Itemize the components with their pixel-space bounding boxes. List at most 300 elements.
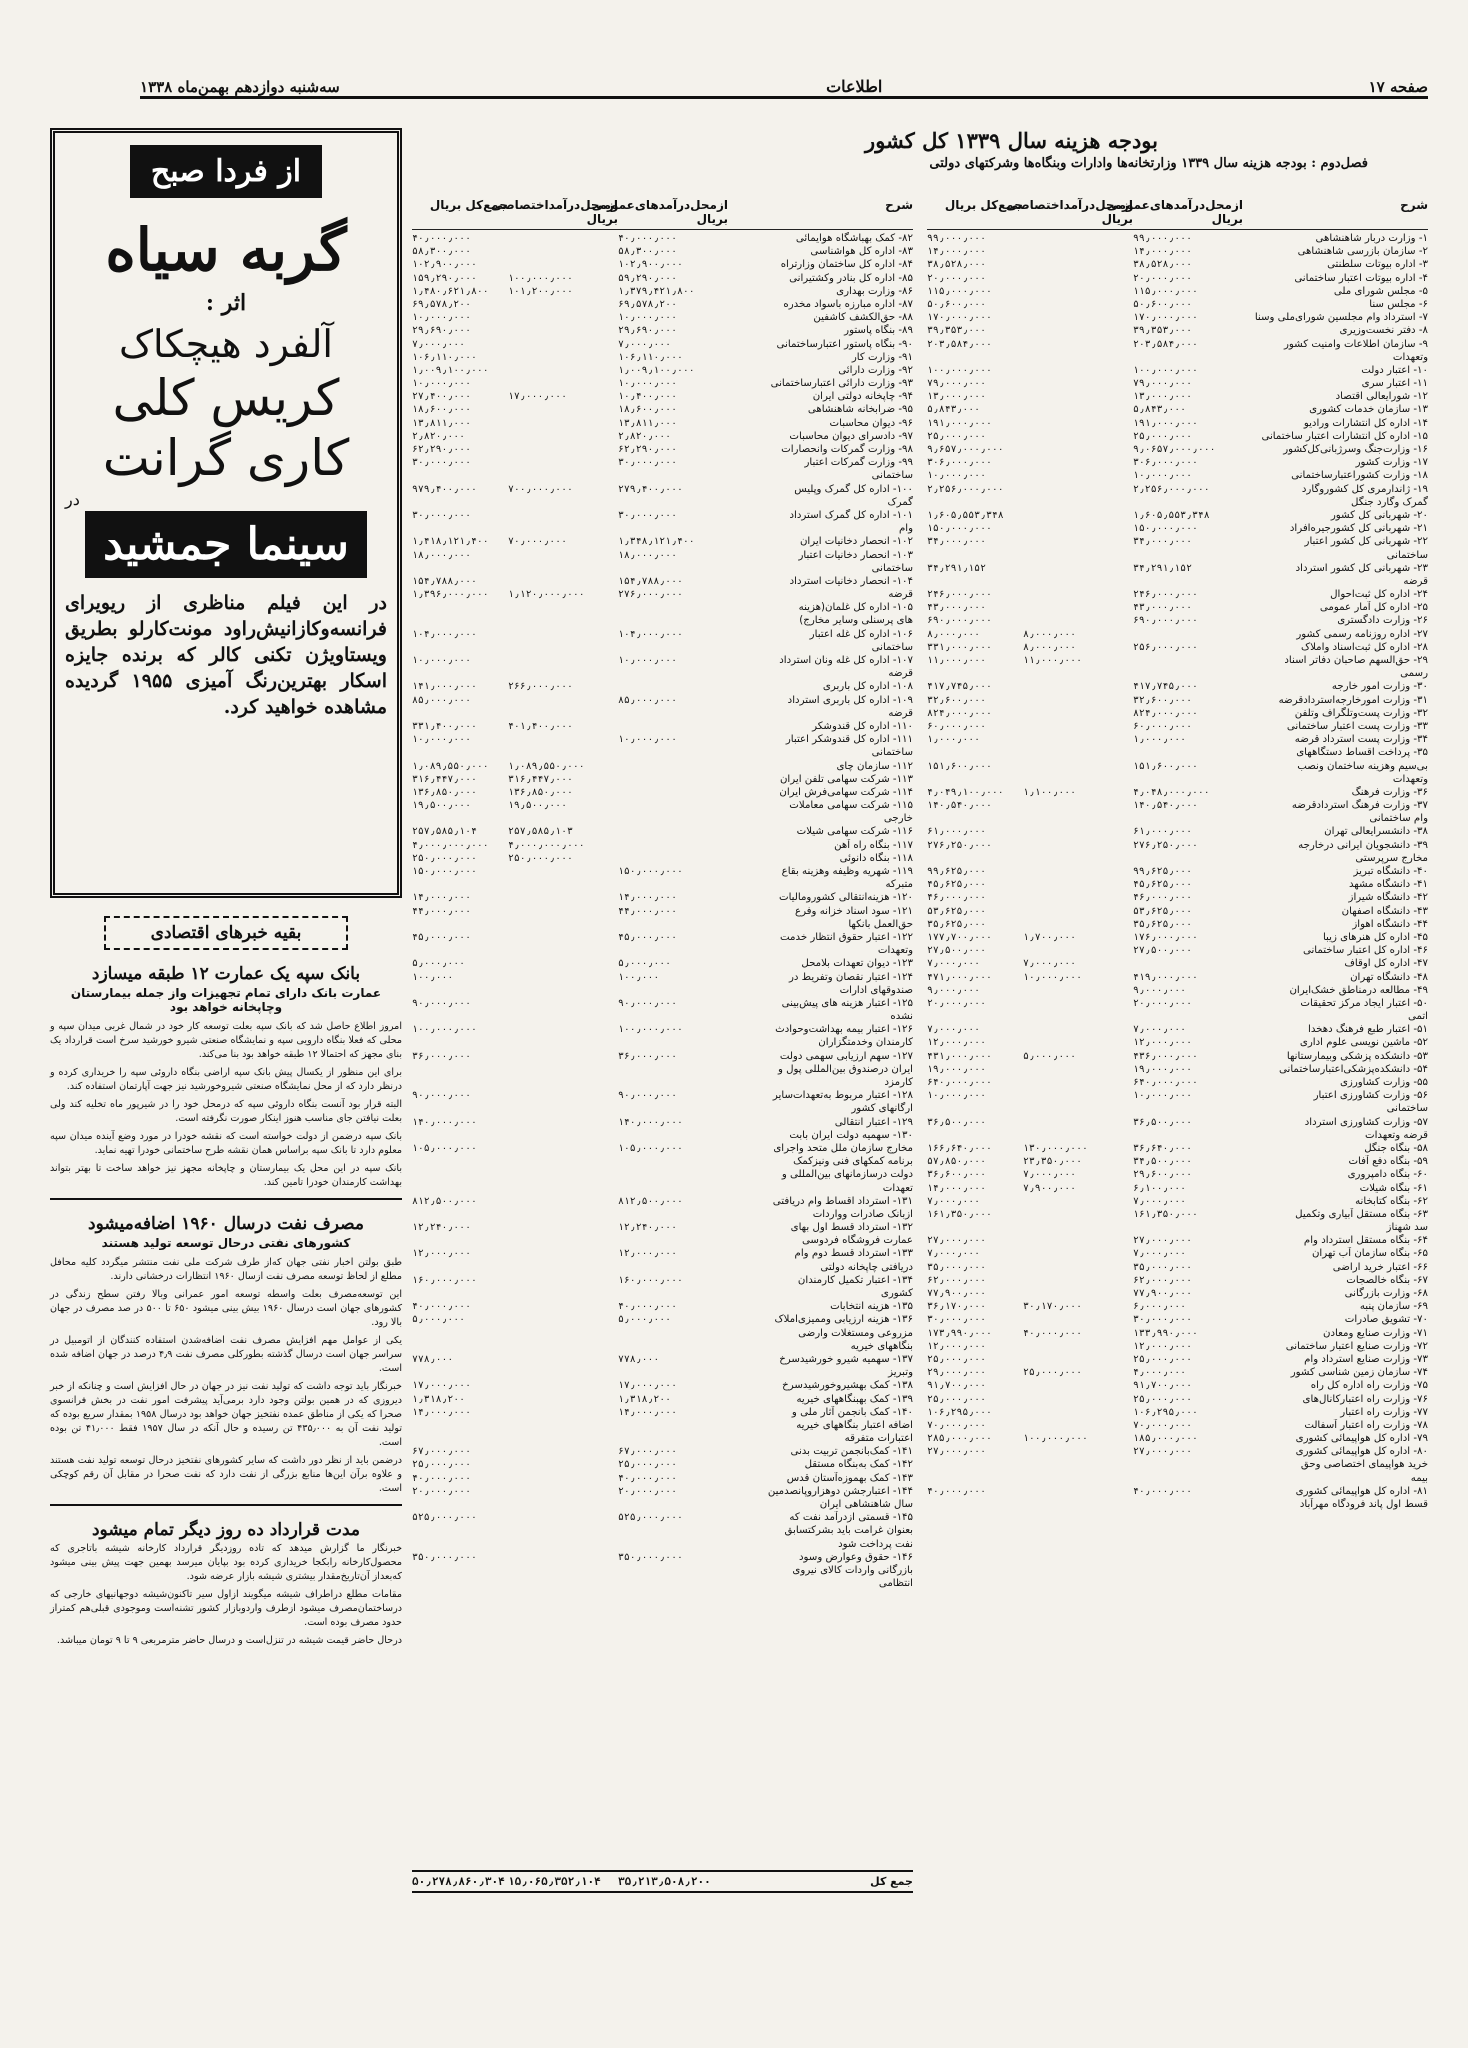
row-total: ۲۵٫۰۰۰٫۰۰۰ [927, 1353, 986, 1365]
row-total [927, 575, 1023, 588]
row-desc: ۴۵- اداره کل هنرهای زیبا [1322, 931, 1428, 943]
row-general: ۴۰٫۰۰۰٫۰۰۰ [618, 1472, 677, 1484]
budget-row [412, 1538, 913, 1551]
film-title: گربه سیاه [105, 216, 347, 284]
row-general: ۴۰٫۰۰۰٫۰۰۰ [1133, 1485, 1192, 1497]
row-general [1133, 667, 1243, 680]
row-total: ۶۲٫۲۹۰٫۰۰۰ [412, 444, 471, 455]
row-special: ۴۰٫۰۰۰٫۰۰۰ [1023, 1327, 1082, 1339]
row-total: ۱۲٫۰۰۰٫۰۰۰ [927, 1340, 986, 1352]
row-desc: ۵۹- بنگاه دفع آفات [1348, 1156, 1428, 1168]
budget-row [412, 997, 913, 1010]
budget-row [927, 364, 1428, 377]
row-total: ۸۲۴٫۰۰۰٫۰۰۰ [927, 707, 992, 719]
budget-title: بودجه هزینه سال ۱۳۳۹ کل کشور [865, 128, 1158, 153]
row-special [508, 1485, 618, 1498]
row-special [508, 338, 618, 351]
article-paragraph: بانک سپه درضمن از دولت خواسته است که نقشه خودرا در مورد وضع آینده میدان سپه معلوم دارد تا بانک سپه براساس همان نقشه طرح ساختمانی خودرا تهیه نماید. [50, 1131, 402, 1156]
row-special [508, 1445, 618, 1458]
budget-row [927, 324, 1428, 337]
row-total: ۱۴٫۰۰۰٫۰۰۰ [412, 1406, 471, 1418]
row-special [1023, 601, 1133, 614]
row-desc: ۱۴۵- قسمتی ازدرآمد نفت که [789, 1512, 913, 1524]
row-special [508, 878, 618, 891]
article-headline: مصرف نفت درسال ۱۹۶۰ اضافه‌میشود [88, 1214, 364, 1234]
row-total [412, 1524, 508, 1537]
budget-row [412, 1577, 913, 1590]
row-total: ۴۳۱٫۰۰۰٫۰۰۰ [927, 1050, 992, 1062]
row-general [1133, 1221, 1243, 1234]
row-desc: ۵۸- بنگاه جنگل [1364, 1142, 1428, 1154]
budget-row [412, 1182, 913, 1195]
row-desc: ۲۲- شهربانی کل کشور اعتبار [1304, 536, 1428, 548]
budget-row [412, 944, 913, 957]
budget-row [412, 733, 913, 746]
budget-row [412, 1485, 913, 1498]
budget-row [412, 549, 913, 562]
budget-row [412, 1472, 913, 1485]
row-general: ۵٫۰۰۰٫۰۰۰ [618, 1314, 672, 1326]
row-desc: ۹۴- چاپخانه دولتی ایران [812, 391, 913, 403]
budget-row [412, 443, 913, 456]
budget-row [412, 535, 913, 548]
row-general: ۱۳۳٫۹۹۰٫۰۰۰ [1133, 1327, 1198, 1339]
row-desc: ۱۲۵- اعتبار هزینه های پیش‌بینی [781, 997, 913, 1009]
row-total: ۱۴۰٫۵۴۰٫۰۰۰ [927, 800, 992, 812]
row-general: ۱٫۶۰۵٫۵۵۳٫۳۴۸ [1133, 509, 1210, 521]
row-special [508, 1076, 618, 1089]
row-special [1023, 1036, 1133, 1049]
row-total: ۳۴٫۰۰۰٫۰۰۰ [927, 536, 986, 548]
budget-row [927, 1458, 1428, 1471]
row-special [508, 1313, 618, 1326]
row-special [1023, 852, 1133, 865]
row-desc: مخارج سازمان ملل متحد واجرای [773, 1142, 913, 1154]
row-special [1023, 403, 1133, 416]
row-total: ۲٫۲۵۶٫۰۰۰٫۰۰۰ [927, 483, 1004, 495]
row-general [618, 614, 728, 627]
row-total: ۲۰۳٫۵۸۴٫۰۰۰ [927, 338, 992, 350]
row-general [618, 1327, 728, 1340]
row-total: ۲۷۶٫۲۵۰٫۰۰۰ [927, 839, 992, 851]
row-special: ۷٫۰۰۰٫۰۰۰ [1023, 958, 1077, 970]
header-special: ازمحل‌درآمداختصاصی بریال [1005, 198, 1133, 226]
row-general: ۷٫۰۰۰٫۰۰۰ [618, 338, 672, 350]
row-total [412, 1261, 508, 1274]
row-total: ۵۳٫۶۲۵٫۰۰۰ [927, 905, 986, 917]
row-general: ۳۲٫۶۰۰٫۰۰۰ [1133, 694, 1192, 706]
row-special [508, 1116, 618, 1129]
article-headline: بانک سپه یک عمارت ۱۲ طبقه میسازد [91, 964, 361, 984]
budget-row [927, 1327, 1428, 1340]
budget-row [927, 1274, 1428, 1287]
cast-2: کاری گرانت [102, 429, 350, 487]
row-desc: ۷۵- وزارت راه اداره کل راه [1310, 1380, 1428, 1392]
row-total: ۶۴۰٫۰۰۰٫۰۰۰ [927, 1077, 992, 1088]
row-general [618, 707, 728, 720]
row-total: ۱۲٫۰۰۰٫۰۰۰ [412, 1248, 471, 1260]
budget-subtitle: فصل‌دوم : بودجه هزینه سال ۱۳۳۹ وزارتخانه‌ها وادارات وبنگاه‌ها وشرکتهای دولتی [929, 156, 1368, 171]
row-desc: ۱۰۴- انحصار دخانیات استرداد [789, 575, 913, 587]
row-total: ۹۹٫۰۰۰٫۰۰۰ [927, 233, 986, 244]
article-paragraph: امروز اطلاع حاصل شد که بانک سپه بعلت توسعه کار خود در شمال غربی میدان سپه و محلی که فعلا بنگاه دارویی سپه و نمایشگاه صنعتی شیرو خورشید سرخ است قرارداد یک بنای مجهز که احتمالا ۱۲ طبقه خواهد بود بنا می‌کند. [50, 1021, 402, 1060]
row-general: ۳۵٫۶۲۵٫۰۰۰ [1133, 918, 1192, 930]
row-special [1023, 1102, 1133, 1115]
row-special: ۱۷٫۰۰۰٫۰۰۰ [508, 391, 567, 403]
row-special [1023, 588, 1133, 601]
row-special: ۷٫۰۰۰٫۰۰۰ [1023, 1169, 1077, 1181]
row-general: ۶۹۰٫۰۰۰٫۰۰۰ [1133, 615, 1198, 627]
row-desc: صندوقهای ادارات [839, 984, 913, 996]
row-desc: اتمی [1407, 1011, 1428, 1023]
budget-row [412, 1221, 913, 1234]
row-total [412, 812, 508, 825]
row-desc: ۳۷- وزارت فرهنگ استردادقرضه [1291, 800, 1428, 812]
row-general: ۲۷٫۰۰۰٫۰۰۰ [1133, 1446, 1192, 1458]
budget-row [412, 285, 913, 298]
row-desc: ۱۲۶- اعتبار بیمه بهداشت‌وحوادث [775, 1024, 913, 1036]
row-total [412, 522, 508, 535]
row-total: ۲۰٫۰۰۰٫۰۰۰ [927, 272, 986, 284]
row-desc: ساختمانی [1386, 549, 1428, 561]
row-general [618, 944, 728, 957]
budget-row [412, 232, 913, 245]
row-general [618, 562, 728, 575]
cast-1: کریس کلی [112, 369, 340, 427]
row-desc: ۱۰۲- انحصار دخانیات ایران [799, 536, 913, 548]
row-desc: بنگاههای خیریه [850, 1340, 913, 1352]
budget-row [927, 1221, 1428, 1234]
row-general [618, 1419, 728, 1432]
budget-row [927, 957, 1428, 970]
article-paragraph: بانک سپه در این محل یک بیمارستان و چاپخانه مجهز نیز خواهد ساخت تا بهتر بتواند بهداشت کارمندان خودرا تامین کند. [50, 1163, 402, 1188]
row-general: ۶۷٫۰۰۰٫۰۰۰ [618, 1446, 677, 1458]
row-desc: ساختمانی [871, 641, 913, 653]
row-desc: وتعهدات [877, 945, 913, 957]
row-general: ۷۹٫۰۰۰٫۰۰۰ [1133, 378, 1192, 390]
row-general: ۱۰۰٫۰۰۰٫۰۰۰ [1133, 364, 1198, 376]
row-total [412, 1419, 508, 1432]
budget-row [927, 377, 1428, 390]
row-desc: ۱۰- اعتبار دولت [1361, 364, 1428, 376]
row-general: ۹۰٫۰۰۰٫۰۰۰ [618, 997, 677, 1009]
row-total [412, 1498, 508, 1511]
budget-row [412, 825, 913, 838]
row-desc: ۵۱- اعتبار طبع فرهنگ دهخدا [1308, 1024, 1428, 1036]
row-general: ۱۰٫۰۰۰٫۰۰۰ [618, 734, 677, 746]
row-desc: ۹۸- وزارت گمرکات وانحصارات [781, 444, 913, 455]
row-desc: ۷۷- وزارت راه اعتبار [1340, 1406, 1428, 1418]
budget-row [412, 417, 913, 430]
row-special: ۸٫۰۰۰٫۰۰۰ [1023, 628, 1077, 640]
row-general: ۱۲٫۰۰۰٫۰۰۰ [1133, 1037, 1192, 1049]
row-total: ۱۷۷٫۷۰۰٫۰۰۰ [927, 931, 992, 943]
row-desc: کشوری [880, 1288, 913, 1299]
row-total [927, 351, 1023, 364]
row-desc: ۴۲- دانشگاه شیراز [1348, 892, 1428, 904]
row-desc: ۶۵- بنگاه سازمان آب تهران [1311, 1248, 1428, 1260]
row-special [508, 1168, 618, 1181]
row-general [618, 760, 728, 773]
row-desc: ساختمانی [871, 562, 913, 574]
row-total: ۹۰٫۰۰۰٫۰۰۰ [412, 1090, 471, 1102]
row-total: ۲۷٫۰۰۰٫۰۰۰ [927, 1446, 986, 1458]
row-total: ۳۰۶٫۰۰۰٫۰۰۰ [927, 457, 992, 469]
row-general: ۱۴٫۰۰۰٫۰۰۰ [1133, 246, 1192, 258]
row-total: ۴۴٫۰۰۰٫۰۰۰ [412, 905, 471, 917]
row-general: ۱۰٫۰۰۰٫۰۰۰ [618, 655, 677, 666]
row-general: ۱۷٫۰۰۰٫۰۰۰ [618, 1380, 677, 1392]
budget-row [412, 773, 913, 786]
article-headline: مدت قرارداد ده روز دیگر تمام میشود [91, 1520, 361, 1540]
budget-row [927, 1195, 1428, 1208]
budget-row [927, 905, 1428, 918]
row-total: ۱۱۵٫۰۰۰٫۰۰۰ [927, 285, 992, 297]
row-total: ۱۵۹٫۲۹۰٫۰۰۰ [412, 272, 477, 284]
row-total: ۳۴٫۲۹۱٫۱۵۲ [927, 562, 986, 574]
article-paragraph: یکی از عوامل مهم افزایش مصرف نفت اضافه‌شدن استفاده کنندگان از اتومبیل در سراسر جهان است درسال گذشته بطورکلی مصرف نفت ۴٫۹ درصد در جهان اضافه شده است. [50, 1335, 402, 1374]
row-general: ۴۱۷٫۷۴۵٫۰۰۰ [1133, 681, 1198, 693]
row-special [1023, 1221, 1133, 1234]
row-desc: ۶۰- بنگاه دامپروری [1347, 1169, 1428, 1181]
row-special [1023, 377, 1133, 390]
budget-row [927, 812, 1428, 825]
row-total [927, 852, 1023, 865]
row-total: ۳۵٫۶۲۵٫۰۰۰ [927, 918, 986, 930]
row-desc: ۱۱۶- شرکت سهامی شیلات [796, 826, 913, 838]
row-general [618, 1010, 728, 1023]
row-general: ۳۹٫۳۵۳٫۰۰۰ [1133, 325, 1192, 337]
row-total [927, 746, 1023, 759]
row-general: ۹۱٫۷۰۰٫۰۰۰ [1133, 1380, 1192, 1392]
row-total [412, 469, 508, 482]
row-special [508, 667, 618, 680]
row-special [508, 1300, 618, 1313]
row-general: ۹٫۰۰۰٫۰۰۰ [1133, 984, 1187, 996]
row-special [508, 575, 618, 588]
row-special [508, 641, 618, 654]
budget-row [412, 1564, 913, 1577]
row-special [508, 430, 618, 443]
row-general: ۱۳٫۰۰۰٫۰۰۰ [1133, 391, 1192, 403]
row-general: ۱۸٫۶۰۰٫۰۰۰ [618, 404, 677, 416]
row-desc: ۱۲۴- اعتبار نقصان وتفریط در [788, 971, 913, 983]
budget-row [412, 1076, 913, 1089]
row-desc: ۱۵- اداره کل انتشارات اعتبار ساختمانی [1261, 430, 1428, 442]
row-special [508, 522, 618, 535]
budget-row [412, 496, 913, 509]
row-desc: ۷۶- وزارت راه اعتبارکانال‌های [1302, 1393, 1428, 1405]
row-special [1023, 443, 1133, 456]
budget-row [412, 509, 913, 522]
row-general: ۹٫۰۶۵۷٫۰۰۰٫۰۰۰ [1133, 444, 1216, 455]
row-total: ۴۵٫۰۰۰٫۰۰۰ [412, 931, 471, 943]
row-general: ۷۷۸٫۰۰۰ [618, 1353, 660, 1365]
row-special [1023, 1379, 1133, 1392]
budget-row [412, 1432, 913, 1445]
row-total: ۱۰۰٫۰۰۰ [412, 971, 454, 983]
row-general: ۱۰٫۰۰۰٫۰۰۰ [1133, 470, 1192, 482]
row-total: ۲۸۵٫۰۰۰٫۰۰۰ [927, 1433, 992, 1445]
row-general: ۷٫۰۰۰٫۰۰۰ [1133, 1248, 1187, 1260]
row-total: ۱۰٫۰۰۰٫۰۰۰ [412, 378, 471, 390]
row-special [1023, 562, 1133, 575]
row-desc: ۵- مجلس شورای ملی [1333, 285, 1428, 297]
budget-row [927, 601, 1428, 614]
row-total: ۳۶٫۶۰۰٫۰۰۰ [927, 1169, 986, 1181]
budget-row [927, 1472, 1428, 1485]
row-total: ۶۰٫۰۰۰٫۰۰۰ [927, 720, 986, 732]
row-total: ۹۰٫۰۰۰٫۰۰۰ [412, 997, 471, 1009]
row-general [1133, 549, 1243, 562]
row-desc: قرضه [1403, 575, 1428, 587]
row-general: ۳۵۰٫۰۰۰٫۰۰۰ [618, 1551, 683, 1563]
budget-row [412, 614, 913, 627]
row-desc: ۱۶- وزارت‌جنگ وسرژبانی‌کل‌کشور [1283, 444, 1428, 455]
row-total: ۳۰٫۰۰۰٫۰۰۰ [412, 509, 471, 521]
budget-row [927, 720, 1428, 733]
row-total: ۱۵۰٫۰۰۰٫۰۰۰ [927, 523, 992, 535]
budget-row [927, 733, 1428, 746]
row-total: ۱٫۴۱۸٫۱۲۱٫۴۰۰ [412, 536, 489, 548]
row-special: ۱۰۱٫۲۰۰٫۰۰۰ [508, 285, 573, 297]
row-desc: ۶۲- بنگاه کتابخانه [1355, 1195, 1428, 1207]
row-desc: وام [898, 523, 913, 535]
row-desc: ۲۰- شهربانی کل کشور [1330, 509, 1428, 521]
row-desc: ۱۱۱- اداره کل قندوشکر اعتبار [785, 734, 913, 746]
row-desc: ۱- وزارت دربار شاهنشاهی [1315, 233, 1428, 244]
row-special [1023, 918, 1133, 931]
row-desc: سال شاهنشاهی ایران [819, 1499, 913, 1510]
row-desc: ۸۷- اداره مبارزه باسواد مخدره [783, 298, 913, 310]
row-desc: ۱۳۷- سهمیه شیرو خورشیدسرخ [779, 1353, 913, 1365]
budget-row [927, 1340, 1428, 1353]
row-special [508, 377, 618, 390]
article-paragraph: درضمن باید از نظر دور داشت که سایر کشورهای نفتخیز درحال توسعه تولید نفت هستند و علاوه برآن این‌ها منابع بزرگی از نفت دارد که نفت صحرا در مقابل آن رقم کوچکی است. [50, 1455, 402, 1494]
row-special [508, 1089, 618, 1102]
header-desc: شرح [1400, 198, 1428, 212]
row-total [927, 1010, 1023, 1023]
row-total: ۷۰٫۰۰۰٫۰۰۰ [927, 1419, 986, 1431]
budget-column-left [412, 198, 913, 1590]
row-desc: دولت درسازمانهای بین‌المللی و [781, 1169, 913, 1181]
row-total [412, 944, 508, 957]
row-general: ۹۹٫۰۰۰٫۰۰۰ [1133, 233, 1192, 244]
row-desc: ۶- مجلس سنا [1369, 298, 1428, 310]
budget-row [927, 1023, 1428, 1036]
row-total: ۳۹٫۳۵۳٫۰۰۰ [927, 325, 986, 337]
budget-row [927, 588, 1428, 601]
row-desc: ۵۲- ماشین نویسی علوم اداری [1299, 1037, 1428, 1049]
row-total: ۱۷۳٫۹۹۰٫۰۰۰ [927, 1327, 992, 1339]
row-total: ۱۰۵٫۰۰۰٫۰۰۰ [412, 1142, 477, 1154]
ad-in: در [65, 490, 80, 509]
row-desc: ۱۱۵- شرکت سهامی معاملات [789, 800, 913, 812]
row-total: ۲۹٫۶۹۰٫۰۰۰ [412, 325, 471, 337]
row-desc: ۶۶- اعتبار خرید اراضی [1332, 1261, 1428, 1273]
row-special [508, 311, 618, 324]
budget-row [927, 839, 1428, 852]
row-general: ۵۹٫۲۹۰٫۰۰۰ [618, 272, 677, 284]
budget-row [412, 891, 913, 904]
row-special [1023, 1195, 1133, 1208]
row-desc: ساختمانی [1386, 1103, 1428, 1115]
totals-label: جمع کل [870, 1875, 913, 1888]
budget-row [927, 1182, 1428, 1195]
row-special [508, 1036, 618, 1049]
row-general [618, 1168, 728, 1181]
row-total: ۷۷٫۹۰۰٫۰۰۰ [927, 1288, 986, 1299]
row-total: ۳۵٫۰۰۰٫۰۰۰ [927, 1261, 986, 1273]
row-total [412, 1208, 508, 1221]
budget-row [927, 865, 1428, 878]
budget-row [412, 1551, 913, 1564]
row-desc: ۸۲- کمک بهباشگاه هوایمائی [795, 233, 913, 244]
budget-row [927, 1419, 1428, 1432]
budget-row [927, 509, 1428, 522]
row-total [927, 1102, 1023, 1115]
row-total: ۸۱۲٫۵۰۰٫۰۰۰ [412, 1195, 477, 1207]
row-special [508, 298, 618, 311]
budget-row [927, 298, 1428, 311]
row-general [618, 601, 728, 614]
article-paragraph: برای این منظور از یکسال پیش بانک سپه اراضی بنگاه داروئی سپه را خریداری کرده و درنظر دارد که از محل نمایشگاه صنعتی شیروخورشید نیز جهت آپارتمان استفاده کند. [50, 1067, 402, 1092]
row-total: ۲۵٫۰۰۰٫۰۰۰ [412, 1459, 471, 1471]
row-general: ۱۴۰٫۵۴۰٫۰۰۰ [1133, 800, 1198, 812]
row-general: ۶٫۱۰۰٫۰۰۰ [1133, 1182, 1187, 1194]
row-total: ۱۰٫۰۰۰٫۰۰۰ [412, 734, 471, 746]
row-desc: ۱۱۴- شرکت سهامی‌فرش ایران [779, 786, 913, 798]
row-desc: ۱۲۳- دیوان تعهدات بلامحل [801, 958, 913, 970]
budget-row [412, 1050, 913, 1063]
row-desc: ۱۰۰- اداره کل گمرک وپلیس [794, 483, 913, 495]
row-total: ۴۰٫۰۰۰٫۰۰۰ [927, 1485, 986, 1497]
row-desc: ۱۲۲- اعتبار حقوق انتظار خدمت [780, 931, 913, 943]
row-general: ۵۲۵٫۰۰۰٫۰۰۰ [618, 1512, 683, 1524]
row-total: ۱۰۴٫۰۰۰٫۰۰۰ [412, 628, 477, 640]
row-desc: ۱۷- وزارت کشور [1355, 457, 1428, 469]
row-total: ۶۲٫۰۰۰٫۰۰۰ [927, 1274, 986, 1286]
row-desc: ۱۳۳- استرداد قسط دوم وام [794, 1248, 913, 1260]
row-desc: اعتبارات متفرقه [844, 1433, 913, 1445]
row-special [1023, 1485, 1133, 1498]
row-special: ۲۵۰٫۰۰۰٫۰۰۰ [508, 852, 573, 864]
row-special [1023, 997, 1133, 1010]
row-general: ۵۸٫۳۰۰٫۰۰۰ [618, 246, 677, 258]
row-general: ۳۴٫۵۰۰٫۰۰۰ [1133, 1156, 1192, 1168]
budget-row [927, 535, 1428, 548]
row-special [508, 1195, 618, 1208]
row-desc: ۹۶- دیوان محاسبات [829, 417, 913, 429]
row-desc: ۴۰- دانشگاه تبریز [1353, 866, 1428, 877]
row-special [508, 1287, 618, 1300]
budget-row [412, 1261, 913, 1274]
row-general [618, 786, 728, 799]
totals-special: ۱۵٫۰۶۵٫۳۵۲٫۱۰۴ [508, 1875, 601, 1888]
row-general [618, 825, 728, 838]
row-special [508, 1524, 618, 1537]
row-desc: ۱۱- اعتبار سری [1361, 378, 1428, 390]
row-desc: ۴۴- دانشگاه اهواز [1352, 918, 1428, 930]
row-total: ۱٫۰۰۰٫۰۰۰ [927, 734, 981, 746]
row-special [1023, 1445, 1133, 1458]
row-desc: ۴۸- دانشگاه تهران [1350, 971, 1428, 983]
row-desc: قسط اول پاند فرودگاه مهرآباد [1299, 1499, 1428, 1510]
row-general: ۴۵٫۶۲۵٫۰۰۰ [1133, 879, 1192, 891]
budget-row [927, 680, 1428, 693]
row-desc: ۱۲۷- سهم ارزیابی سهمی دولت [779, 1050, 913, 1062]
row-total: ۶۹۰٫۰۰۰٫۰۰۰ [927, 615, 992, 627]
